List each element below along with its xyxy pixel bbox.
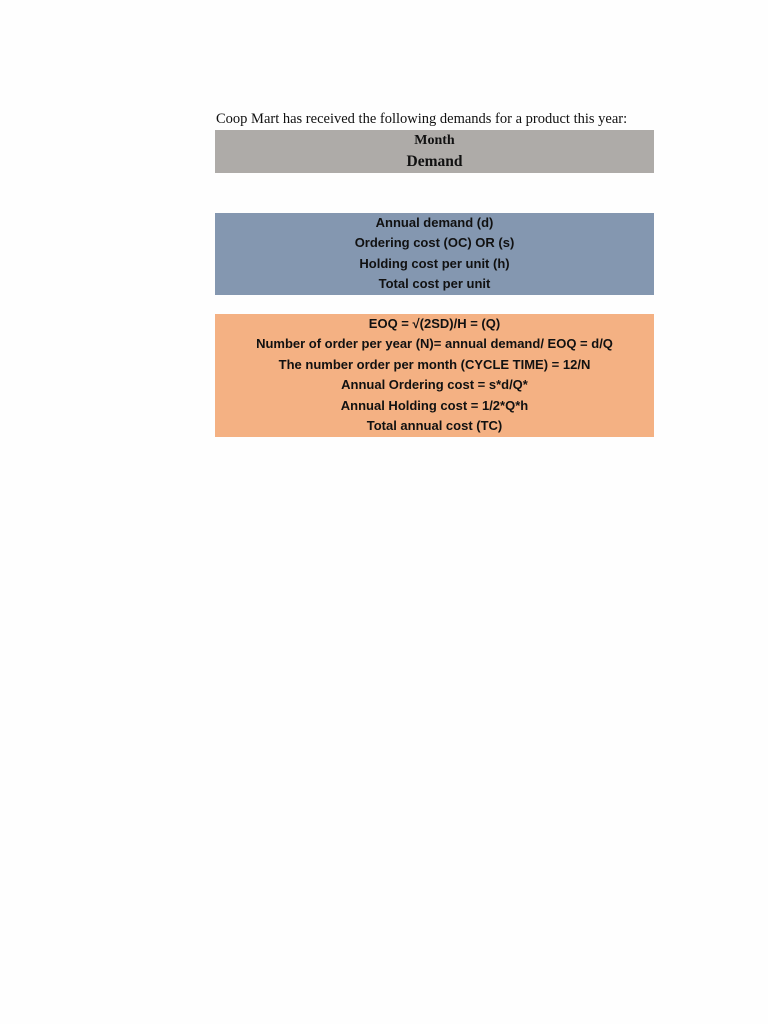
holding-cost-label: Holding cost per unit (h) <box>359 255 510 271</box>
annual-ordering-cost-formula: Annual Ordering cost = s*d/Q* <box>341 377 528 393</box>
total-cost-per-unit-label: Total cost per unit <box>378 276 491 292</box>
formulas-block <box>215 314 654 437</box>
annual-holding-cost-formula: Annual Holding cost = 1/2*Q*h <box>340 397 529 413</box>
ordering-cost-label: Ordering cost (OC) OR (s) <box>354 235 515 251</box>
inputs-block <box>215 213 654 295</box>
annual-demand-label: Annual demand (d) <box>375 215 494 230</box>
cycle-time-formula: The number order per month (CYCLE TIME) = 12/N <box>278 356 591 372</box>
intro-text: Coop Mart has received the following demands for a product this year: <box>216 111 628 127</box>
orders-per-year-formula: Number of order per year (N)= annual demand/ EOQ = d/Q <box>256 336 613 352</box>
demand-label: Demand <box>406 153 463 170</box>
eoq-formula: EOQ = √(2SD)/H = (Q) <box>368 316 501 331</box>
month-demand-header <box>215 130 654 173</box>
total-annual-cost-label: Total annual cost (TC) <box>366 417 503 433</box>
month-label: Month <box>414 133 455 148</box>
